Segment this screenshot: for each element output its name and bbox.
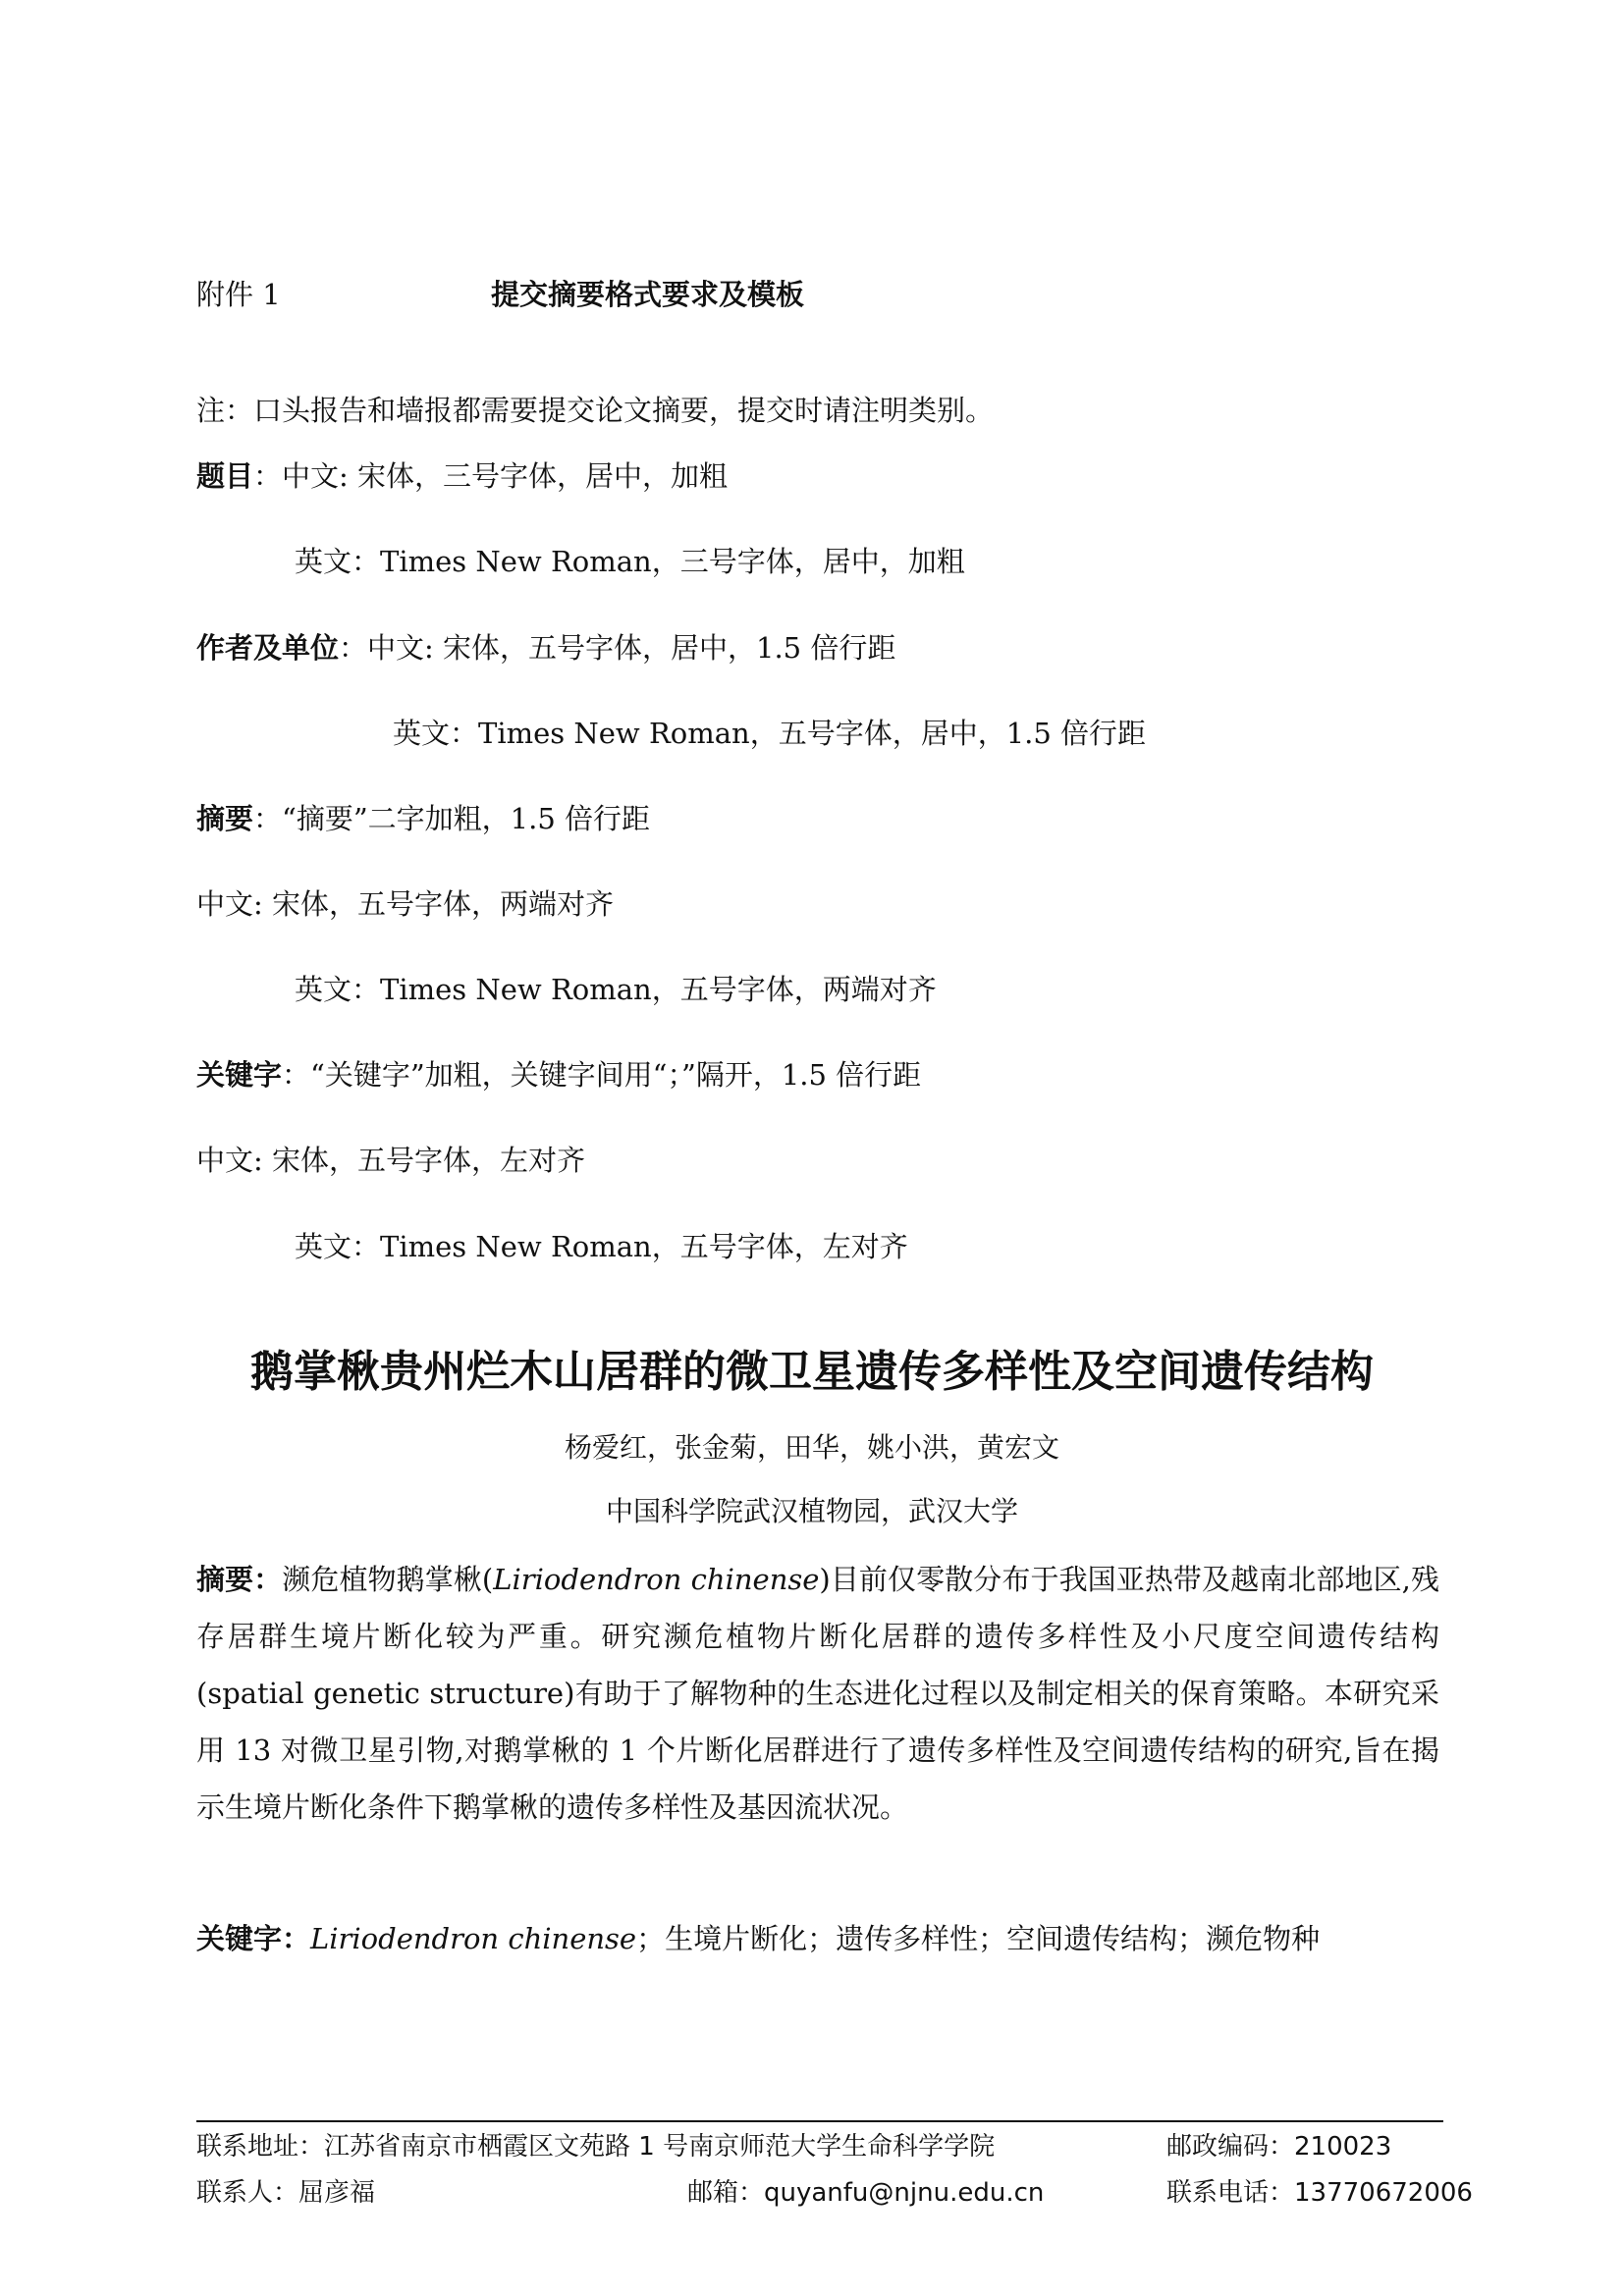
sample-keywords [196,1919,1320,1958]
attachment-label: 附件 1 [196,278,281,311]
footer-phone: 联系电话：13770672006 [1166,2178,1473,2208]
sample-abstract-text-1: 濒危植物鹅掌楸( [282,1563,494,1596]
sample-title: 鹅掌楸贵州烂木山居群的微卫星遗传多样性及空间遗传结构 [250,1347,1374,1397]
keyword-rule-zh: 中文: 宋体，五号字体，左对齐 [196,1144,585,1177]
author-rule-en: 英文：Times New Roman，五号字体，居中，1.5 倍行距 [393,717,1147,750]
sample-keywords-rest: ；生境片断化；遗传多样性；空间遗传结构；濒危物种 [636,1922,1321,1955]
sample-abstract-text-2: )目前仅零散分布于我国亚热带及越南北部地区,残存居群生境片断化较为严重。研究濒危植物片断化居群的遗传多样性及小尺度空间遗传结构(spatial genetic structure)有助于了解物种的生态进化过程以及制定相关的保育策略。本研究采用 13 对微卫星引物,对鹅掌楸的 1 个片断化居群进行了遗传多样性及空间遗传结构的研究,旨在揭示生境片断化条件下鹅掌楸的遗传多样性及基因流状况。 [196,1563,1439,1824]
footer-contact: 联系人：屈彦福 [196,2178,376,2208]
footer-email: 邮箱：quyanfu@njnu.edu.cn [687,2178,1045,2208]
keyword-rule-label: 关键字 [196,1058,283,1092]
footer-divider [196,2120,1443,2122]
sample-affiliation: 中国科学院武汉植物园，武汉大学 [605,1495,1018,1527]
sample-authors: 杨爱红，张金菊，田华，姚小洪，黄宏文 [564,1431,1059,1464]
abstract-rule-text: ：“摘要”二字加粗，1.5 倍行距 [253,802,651,835]
footer-postcode: 邮政编码：210023 [1166,2132,1392,2162]
title-rule-zh [196,456,728,496]
abstract-rule-label: 摘要 [196,802,254,835]
sample-keywords-label: 关键字： [196,1922,311,1955]
sample-abstract [196,1551,1439,1836]
sample-abstract-species: Liriodendron chinense [493,1563,820,1596]
abstract-rule-zh: 中文: 宋体，五号字体，两端对齐 [196,887,614,921]
author-rule-label: 作者及单位 [196,631,340,665]
page-heading: 提交摘要格式要求及模板 [491,278,805,311]
abstract-rule-en: 英文：Times New Roman，五号字体，两端对齐 [295,973,937,1006]
submission-note: 注：口头报告和墙报都需要提交论文摘要，提交时请注明类别。 [196,394,995,427]
abstract-rule [196,799,650,838]
title-rule-en: 英文：Times New Roman，三号字体，居中，加粗 [295,545,965,578]
footer-address: 联系地址：江苏省南京市栖霞区文苑路 1 号南京师范大学生命科学学院 [196,2132,996,2162]
keyword-rule-en: 英文：Times New Roman，五号字体，左对齐 [295,1230,908,1263]
author-rule-zh [196,628,895,667]
title-rule-zh-text: ：中文: 宋体，三号字体，居中，加粗 [253,459,729,493]
keyword-rule [196,1055,921,1095]
sample-keywords-species: Liriodendron chinense [310,1922,637,1955]
title-rule-label: 题目 [196,459,254,493]
author-rule-zh-text: ：中文: 宋体，五号字体，居中，1.5 倍行距 [339,631,896,665]
keyword-rule-text: ：“关键字”加粗，关键字间用“；”隔开，1.5 倍行距 [282,1058,922,1092]
sample-abstract-label: 摘要： [196,1563,283,1596]
